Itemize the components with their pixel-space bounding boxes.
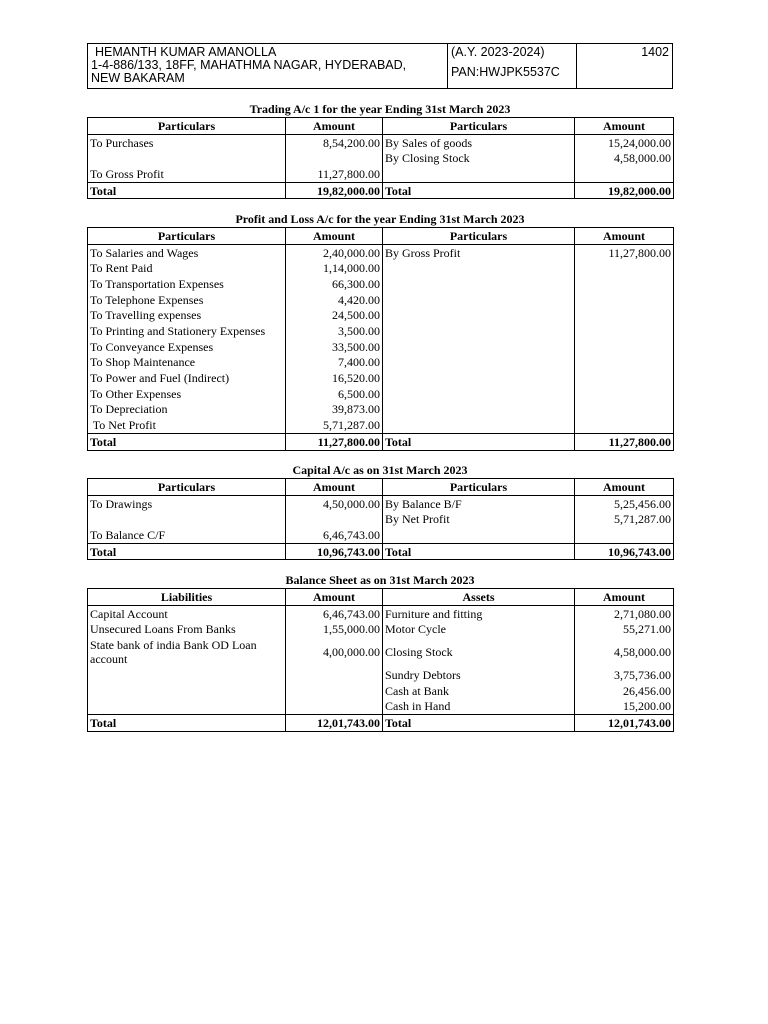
taxpayer-name-address-cell bbox=[88, 44, 448, 88]
column-header: Particulars bbox=[383, 118, 575, 135]
debit-particular: To Purchases bbox=[88, 134, 286, 150]
debit-particular: To Other Expenses bbox=[88, 386, 286, 402]
table-row bbox=[88, 166, 674, 182]
column-header: Particulars bbox=[383, 479, 575, 496]
total-label: Total bbox=[383, 715, 575, 732]
debit-particular: To Rent Paid bbox=[88, 260, 286, 276]
capital-title: Capital A/c as on 31st March 2023 bbox=[292, 463, 468, 477]
column-header: Amount bbox=[286, 589, 383, 606]
table-row bbox=[88, 260, 674, 276]
column-header: Amount bbox=[286, 118, 383, 135]
credit-particular bbox=[383, 527, 575, 543]
column-header: Amount bbox=[286, 479, 383, 496]
debit-amount: 5,71,287.00 bbox=[286, 417, 383, 433]
credit-amount bbox=[575, 292, 674, 308]
address-line-1: 1-4-886/133, 18FF, MAHATHMA NAGAR, HYDERABAD, bbox=[91, 58, 407, 72]
debit-amount: 11,27,800.00 bbox=[286, 166, 383, 182]
credit-amount: 11,27,800.00 bbox=[575, 244, 674, 260]
debit-particular: To Net Profit bbox=[88, 417, 286, 433]
balance-sheet-title: Balance Sheet as on 31st March 2023 bbox=[285, 573, 475, 587]
liability-name bbox=[88, 698, 286, 714]
table-row bbox=[88, 637, 674, 667]
liability-amount bbox=[286, 683, 383, 699]
pl-title: Profit and Loss A/c for the year Ending 31st March 2023 bbox=[235, 212, 525, 226]
asset-amount: 15,200.00 bbox=[575, 698, 674, 714]
credit-particular bbox=[383, 402, 575, 418]
column-header: Amount bbox=[575, 118, 674, 135]
table-header-row bbox=[88, 228, 674, 245]
table-row bbox=[88, 511, 674, 527]
table-row bbox=[88, 339, 674, 355]
column-header: Particulars bbox=[383, 228, 575, 245]
credit-amount bbox=[575, 355, 674, 371]
column-header: Assets bbox=[383, 589, 575, 606]
column-header: Particulars bbox=[88, 118, 286, 135]
total-row bbox=[88, 182, 674, 199]
taxpayer-header bbox=[87, 43, 673, 89]
table-row bbox=[88, 527, 674, 543]
credit-particular bbox=[383, 292, 575, 308]
debit-amount: 8,54,200.00 bbox=[286, 134, 383, 150]
credit-amount bbox=[575, 276, 674, 292]
credit-amount: 5,25,456.00 bbox=[575, 495, 674, 511]
total-label: Total bbox=[383, 543, 575, 560]
table-row bbox=[88, 150, 674, 166]
credit-amount: 5,71,287.00 bbox=[575, 511, 674, 527]
total-label: Total bbox=[383, 433, 575, 450]
credit-particular: By Balance B/F bbox=[383, 495, 575, 511]
debit-amount: 7,400.00 bbox=[286, 355, 383, 371]
credit-amount bbox=[575, 323, 674, 339]
document-number: 1402 bbox=[641, 45, 669, 59]
credit-total: 11,27,800.00 bbox=[575, 433, 674, 450]
total-label: Total bbox=[88, 543, 286, 560]
debit-amount: 33,500.00 bbox=[286, 339, 383, 355]
table-row bbox=[88, 683, 674, 699]
taxpayer-name: HEMANTH KUMAR AMANOLLA bbox=[95, 45, 277, 59]
debit-particular: To Transportation Expenses bbox=[88, 276, 286, 292]
column-header: Particulars bbox=[88, 228, 286, 245]
credit-particular bbox=[383, 276, 575, 292]
asset-amount: 3,75,736.00 bbox=[575, 667, 674, 683]
credit-amount bbox=[575, 307, 674, 323]
total-label: Total bbox=[383, 182, 575, 199]
pl-table bbox=[87, 227, 674, 451]
debit-amount: 16,520.00 bbox=[286, 370, 383, 386]
debit-total: 19,82,000.00 bbox=[286, 182, 383, 199]
credit-particular: By Gross Profit bbox=[383, 244, 575, 260]
debit-particular: To Depreciation bbox=[88, 402, 286, 418]
debit-particular: To Printing and Stationery Expenses bbox=[88, 323, 286, 339]
address-line-2: NEW BAKARAM bbox=[91, 71, 185, 85]
asset-name: Cash in Hand bbox=[383, 698, 575, 714]
table-row bbox=[88, 323, 674, 339]
table-row bbox=[88, 386, 674, 402]
table-row bbox=[88, 134, 674, 150]
debit-particular: To Balance C/F bbox=[88, 527, 286, 543]
asset-name: Cash at Bank bbox=[383, 683, 575, 699]
total-label: Total bbox=[88, 433, 286, 450]
liability-name: Unsecured Loans From Banks bbox=[88, 621, 286, 637]
liability-amount: 1,55,000.00 bbox=[286, 621, 383, 637]
table-row bbox=[88, 276, 674, 292]
debit-amount: 66,300.00 bbox=[286, 276, 383, 292]
balance-sheet-table bbox=[87, 588, 674, 732]
debit-particular: To Travelling expenses bbox=[88, 307, 286, 323]
table-row bbox=[88, 355, 674, 371]
debit-particular: To Gross Profit bbox=[88, 166, 286, 182]
debit-particular bbox=[88, 150, 286, 166]
debit-particular: To Power and Fuel (Indirect) bbox=[88, 370, 286, 386]
debit-particular: To Telephone Expenses bbox=[88, 292, 286, 308]
asset-amount: 4,58,000.00 bbox=[575, 637, 674, 667]
table-row bbox=[88, 417, 674, 433]
asset-name: Sundry Debtors bbox=[383, 667, 575, 683]
credit-particular bbox=[383, 339, 575, 355]
capital-table bbox=[87, 478, 674, 560]
credit-amount bbox=[575, 370, 674, 386]
credit-particular bbox=[383, 370, 575, 386]
table-row bbox=[88, 307, 674, 323]
column-header: Amount bbox=[575, 479, 674, 496]
liability-amount bbox=[286, 667, 383, 683]
debit-amount: 24,500.00 bbox=[286, 307, 383, 323]
debit-amount: 4,420.00 bbox=[286, 292, 383, 308]
credit-particular bbox=[383, 417, 575, 433]
table-row bbox=[88, 667, 674, 683]
table-row bbox=[88, 244, 674, 260]
liability-amount: 4,00,000.00 bbox=[286, 637, 383, 667]
credit-particular bbox=[383, 260, 575, 276]
liability-amount bbox=[286, 698, 383, 714]
debit-amount bbox=[286, 511, 383, 527]
debit-amount: 1,14,000.00 bbox=[286, 260, 383, 276]
liability-name: Capital Account bbox=[88, 605, 286, 621]
column-header: Amount bbox=[286, 228, 383, 245]
asset-name: Closing Stock bbox=[383, 637, 575, 667]
credit-particular bbox=[383, 323, 575, 339]
debit-particular: To Drawings bbox=[88, 495, 286, 511]
liabilities-total: 12,01,743.00 bbox=[286, 715, 383, 732]
table-row bbox=[88, 698, 674, 714]
debit-amount: 6,500.00 bbox=[286, 386, 383, 402]
table-row bbox=[88, 292, 674, 308]
asset-amount: 55,271.00 bbox=[575, 621, 674, 637]
column-header: Amount bbox=[575, 589, 674, 606]
asset-name: Motor Cycle bbox=[383, 621, 575, 637]
table-row bbox=[88, 402, 674, 418]
debit-total: 10,96,743.00 bbox=[286, 543, 383, 560]
trading-title: Trading A/c 1 for the year Ending 31st March 2023 bbox=[249, 102, 511, 116]
column-header: Amount bbox=[575, 228, 674, 245]
credit-amount: 15,24,000.00 bbox=[575, 134, 674, 150]
liability-name bbox=[88, 667, 286, 683]
credit-total: 19,82,000.00 bbox=[575, 182, 674, 199]
credit-amount: 4,58,000.00 bbox=[575, 150, 674, 166]
credit-particular: By Net Profit bbox=[383, 511, 575, 527]
credit-particular bbox=[383, 166, 575, 182]
total-row bbox=[88, 543, 674, 560]
debit-total: 11,27,800.00 bbox=[286, 433, 383, 450]
asset-amount: 2,71,080.00 bbox=[575, 605, 674, 621]
table-header-row bbox=[88, 118, 674, 135]
asset-amount: 26,456.00 bbox=[575, 683, 674, 699]
credit-amount bbox=[575, 386, 674, 402]
pan-number: PAN:HWJPK5537C bbox=[451, 65, 560, 79]
credit-amount bbox=[575, 339, 674, 355]
debit-amount: 39,873.00 bbox=[286, 402, 383, 418]
credit-particular bbox=[383, 307, 575, 323]
debit-amount: 4,50,000.00 bbox=[286, 495, 383, 511]
credit-particular bbox=[383, 355, 575, 371]
debit-particular: To Salaries and Wages bbox=[88, 244, 286, 260]
total-label: Total bbox=[88, 182, 286, 199]
liability-name: State bank of india Bank OD Loan account bbox=[88, 637, 286, 667]
column-header: Liabilities bbox=[88, 589, 286, 606]
credit-amount bbox=[575, 260, 674, 276]
total-label: Total bbox=[88, 715, 286, 732]
debit-amount: 2,40,000.00 bbox=[286, 244, 383, 260]
liability-amount: 6,46,743.00 bbox=[286, 605, 383, 621]
credit-total: 10,96,743.00 bbox=[575, 543, 674, 560]
liability-name bbox=[88, 683, 286, 699]
table-row bbox=[88, 605, 674, 621]
credit-particular: By Closing Stock bbox=[383, 150, 575, 166]
table-header-row bbox=[88, 479, 674, 496]
debit-amount: 6,46,743.00 bbox=[286, 527, 383, 543]
trading-table bbox=[87, 117, 674, 199]
debit-particular: To Conveyance Expenses bbox=[88, 339, 286, 355]
credit-amount bbox=[575, 166, 674, 182]
debit-amount bbox=[286, 150, 383, 166]
assessment-pan-cell bbox=[448, 44, 577, 88]
table-row bbox=[88, 621, 674, 637]
table-row bbox=[88, 495, 674, 511]
total-row bbox=[88, 715, 674, 732]
table-header-row bbox=[88, 589, 674, 606]
assets-total: 12,01,743.00 bbox=[575, 715, 674, 732]
credit-amount bbox=[575, 527, 674, 543]
credit-amount bbox=[575, 417, 674, 433]
credit-particular bbox=[383, 386, 575, 402]
asset-name: Furniture and fitting bbox=[383, 605, 575, 621]
debit-amount: 3,500.00 bbox=[286, 323, 383, 339]
debit-particular: To Shop Maintenance bbox=[88, 355, 286, 371]
credit-particular: By Sales of goods bbox=[383, 134, 575, 150]
assessment-year: (A.Y. 2023-2024) bbox=[451, 45, 545, 59]
column-header: Particulars bbox=[88, 479, 286, 496]
total-row bbox=[88, 433, 674, 450]
credit-amount bbox=[575, 402, 674, 418]
debit-particular bbox=[88, 511, 286, 527]
table-row bbox=[88, 370, 674, 386]
